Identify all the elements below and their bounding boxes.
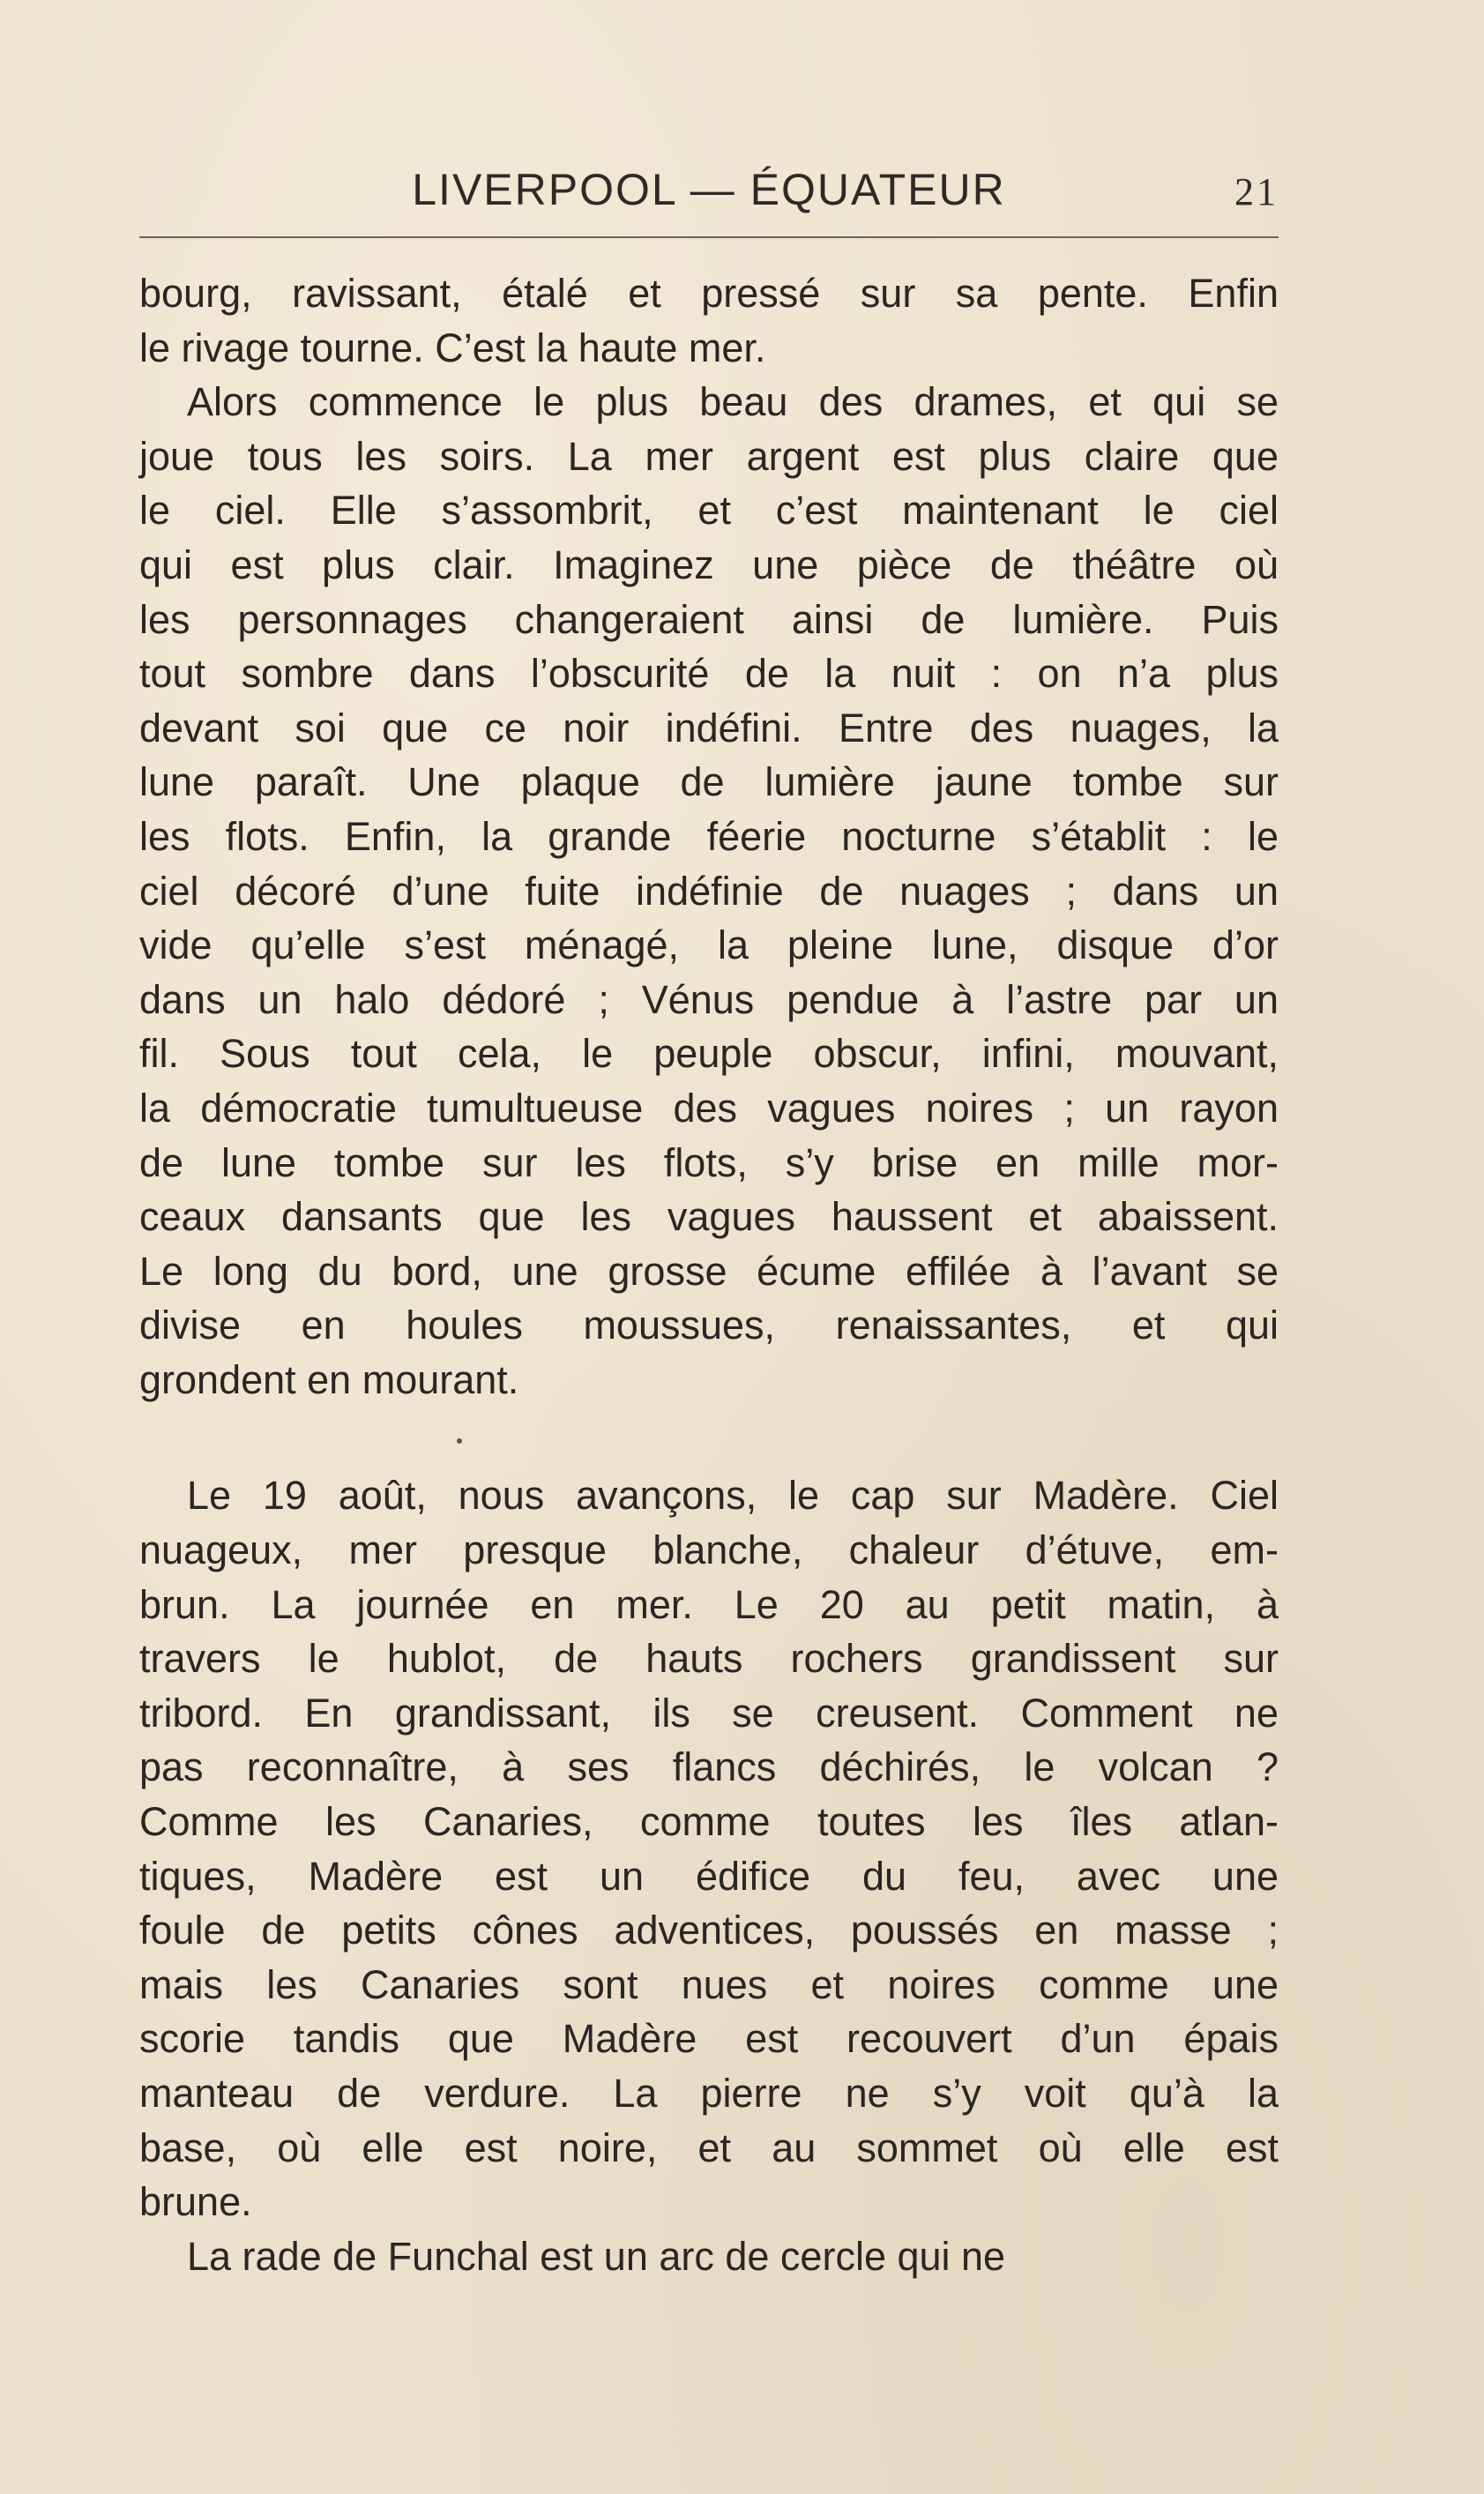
text-line: Comme les Canaries, comme toutes les îles atlan-: [139, 1799, 1279, 1845]
text-line: tribord. En grandissant, ils se creusent. Comment ne: [139, 1690, 1279, 1736]
text-line: travers le hublot, de hauts rochers grandissent sur: [139, 1636, 1279, 1682]
page-header: [139, 164, 1279, 226]
text-line: qui est plus clair. Imaginez une pièce de théâtre où: [139, 541, 1279, 587]
text-line: grondent en mourant.: [139, 1356, 519, 1402]
text-line: ciel décoré d’une fuite indéfinie de nuages ; dans un: [139, 868, 1279, 914]
text-line: tiques, Madère est un édifice du feu, avec une: [139, 1853, 1279, 1899]
text-line: tout sombre dans l’obscurité de la nuit : on n’a plus: [139, 651, 1279, 697]
header-rule: [139, 236, 1279, 238]
text-line: les personnages changeraient ainsi de lumière. Puis: [139, 596, 1279, 642]
text-line: lune paraît. Une plaque de lumière jaune tombe sur: [139, 759, 1279, 805]
text-line: joue tous les soirs. La mer argent est plus claire que: [139, 433, 1279, 479]
text-line: nuageux, mer presque blanche, chaleur d’étuve, em-: [139, 1527, 1279, 1573]
text-line: fil. Sous tout cela, le peuple obscur, infini, mouvant,: [139, 1031, 1279, 1077]
page-number: 21: [1234, 170, 1279, 213]
text-line: la démocratie tumultueuse des vagues noires ; un rayon: [139, 1085, 1279, 1131]
body-text: [139, 266, 1279, 2283]
text-line: Le long du bord, une grosse écume effilée à l’avant se: [139, 1248, 1279, 1294]
text-line: base, où elle est noire, et au sommet où elle est: [139, 2124, 1279, 2170]
text-line: brune.: [139, 2179, 252, 2225]
text-line: le ciel. Elle s’assombrit, et c’est maintenant le ciel: [139, 488, 1279, 534]
text-line: ceaux dansants que les vagues haussent et abaissent.: [139, 1194, 1279, 1240]
text-line: pas reconnaître, à ses flancs déchirés, le volcan ?: [139, 1744, 1279, 1790]
text-line: le rivage tourne. C’est la haute mer.: [139, 325, 766, 370]
text-line: dans un halo dédoré ; Vénus pendue à l’astre par un: [139, 976, 1279, 1022]
text-line: mais les Canaries sont nues et noires comme une: [139, 1961, 1279, 2007]
separator-mark: [457, 1438, 462, 1444]
text-line: scorie tandis que Madère est recouvert d’un épais: [139, 2016, 1279, 2062]
text-line: Le 19 août, nous avançons, le cap sur Madère. Ciel: [187, 1473, 1279, 1519]
text-line: La rade de Funchal est un arc de cercle qui ne: [187, 2233, 1006, 2279]
text-line: bourg, ravissant, étalé et pressé sur sa pente. Enfin: [139, 271, 1279, 316]
text-line: divise en houles moussues, renaissantes, et qui: [139, 1303, 1279, 1348]
running-title: LIVERPOOL — ÉQUATEUR: [412, 165, 1006, 214]
text-line: foule de petits cônes adventices, poussés en masse ;: [139, 1908, 1279, 1953]
section-separator: [139, 1407, 1279, 1468]
text-line: devant soi que ce noir indéfini. Entre des nuages, la: [139, 705, 1279, 750]
text-line: manteau de verdure. La pierre ne s’y voit qu’à la: [139, 2071, 1279, 2116]
text-line: brun. La journée en mer. Le 20 au petit matin, à: [139, 1581, 1279, 1627]
text-line: Alors commence le plus beau des drames, et qui se: [187, 379, 1279, 425]
text-line: les flots. Enfin, la grande féerie nocturne s’établit : le: [139, 813, 1279, 859]
text-line: de lune tombe sur les flots, s’y brise en mille mor-: [139, 1139, 1279, 1185]
text-line: vide qu’elle s’est ménagé, la pleine lune, disque d’or: [139, 922, 1279, 968]
